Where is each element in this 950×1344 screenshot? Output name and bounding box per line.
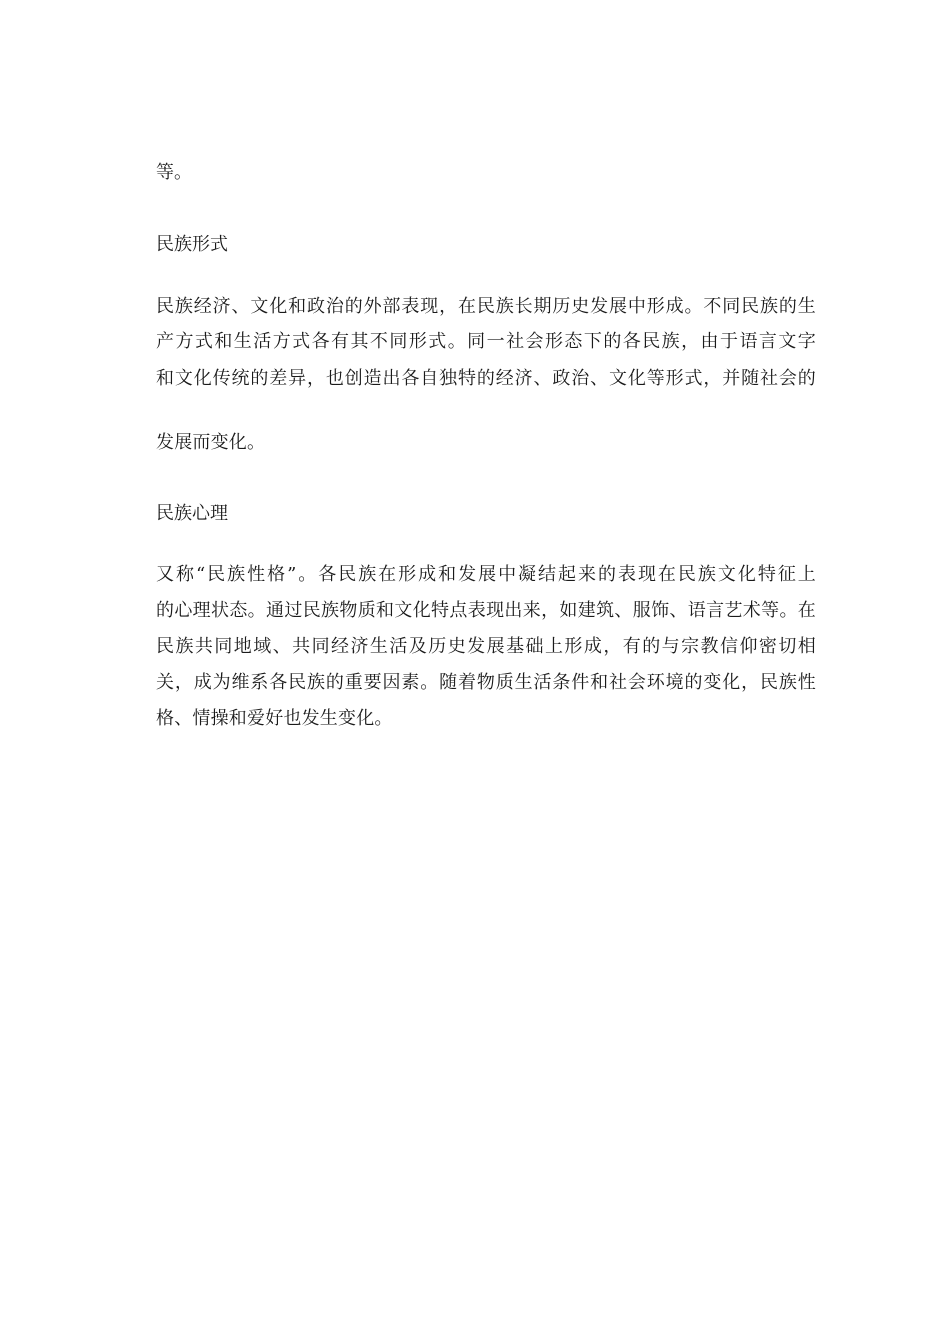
intro-fragment: 等。 — [156, 162, 192, 183]
paragraph-line: 和文化传统的差异，也创造出各自独特的经济、政治、文化等形式，并随社会的 — [156, 368, 816, 389]
paragraph-line: 发展而变化。 — [156, 432, 266, 453]
section-heading-national-form: 民族形式 — [156, 234, 228, 255]
section-heading-national-psychology: 民族心理 — [156, 503, 228, 524]
paragraph-line: 民族共同地域、共同经济生活及历史发展基础上形成，有的与宗教信仰密切相 — [156, 636, 816, 657]
paragraph-line: 产方式和生活方式各有其不同形式。同一社会形态下的各民族，由于语言文字 — [156, 331, 816, 352]
paragraph-line: 又称“民族性格”。各民族在形成和发展中凝结起来的表现在民族文化特征上 — [156, 564, 816, 585]
paragraph-line: 关，成为维系各民族的重要因素。随着物质生活条件和社会环境的变化，民族性 — [156, 672, 816, 693]
paragraph-line: 的心理状态。通过民族物质和文化特点表现出来，如建筑、服饰、语言艺术等。在 — [156, 600, 816, 621]
paragraph-line: 民族经济、文化和政治的外部表现，在民族长期历史发展中形成。不同民族的生 — [156, 296, 816, 317]
paragraph-line: 格、情操和爱好也发生变化。 — [156, 708, 393, 729]
